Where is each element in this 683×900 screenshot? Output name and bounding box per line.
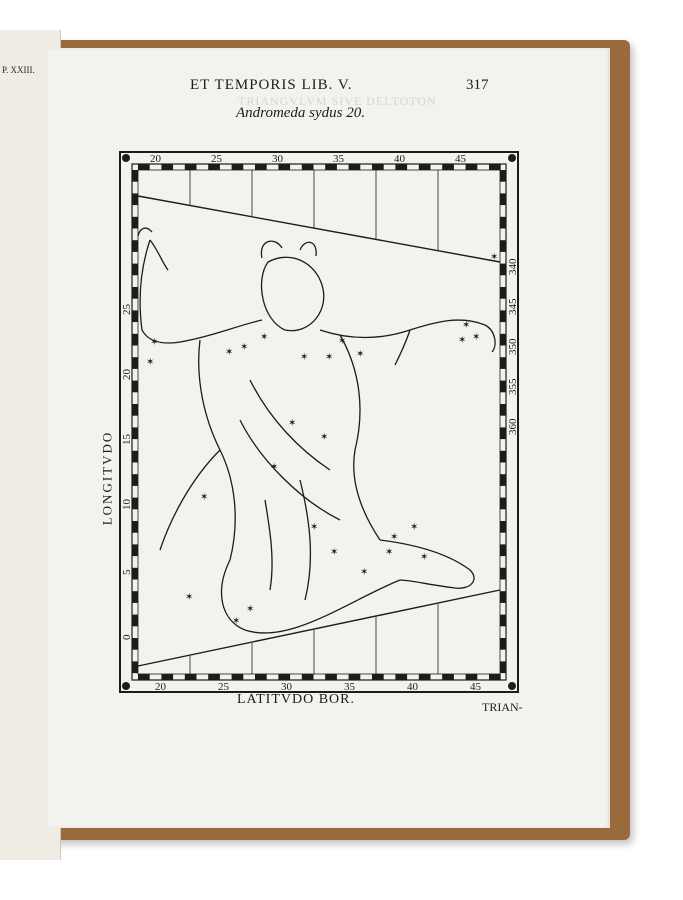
scale-block [132,638,138,650]
scale-block [500,170,506,182]
scale-block [500,264,506,276]
scale-tick-label: 35 [333,153,344,165]
star-mark: ✶ [260,332,269,343]
scale-block [132,193,138,205]
star-mark: ✶ [338,336,347,347]
scale-block [132,240,138,252]
longitude-label: LONGITVDO [99,430,115,526]
scale-block [372,164,384,170]
scale-tick-label: 20 [155,681,166,693]
scale-block [138,674,150,680]
star-mark: ✶ [410,522,419,533]
star-mark: ✶ [356,349,365,360]
scale-block [132,217,138,229]
scale-block [489,164,501,170]
scale-tick-label: 345 [507,298,519,315]
scale-block [500,661,506,673]
scale-tick-label: 30 [281,681,292,693]
star-mark: ✶ [462,320,471,331]
star-mark: ✶ [232,616,241,627]
scale-block [500,334,506,346]
scale-tick-label: 350 [507,338,519,355]
scale-block [132,264,138,276]
scale-block [500,498,506,510]
scale-tick-label: 25 [121,304,133,315]
scale-block [395,164,407,170]
scale-block [161,164,173,170]
running-head: ET TEMPORIS LIB. V. [190,77,353,93]
star-mark: ✶ [310,522,319,533]
bleed-through-text: TRIANGVLVM SIVE DELTOTON [238,94,437,108]
star-mark: ✶ [420,552,429,563]
scale-block [132,521,138,533]
scale-block [466,674,478,680]
scale-block [232,674,244,680]
scale-tick-label: 15 [121,434,133,445]
scale-block [500,521,506,533]
scale-block [325,164,337,170]
scale-tick-label: 25 [211,153,222,165]
star-mark: ✶ [385,547,394,558]
star-mark: ✶ [458,335,467,346]
scale-block [500,217,506,229]
scale-block [500,240,506,252]
star-mark: ✶ [320,432,329,443]
scale-block [132,287,138,299]
scale-block [500,615,506,627]
scale-tick-label: 40 [407,681,418,693]
scale-block [500,310,506,322]
scale-block [255,674,267,680]
corner-ornament [122,154,516,690]
scale-block [161,674,173,680]
scale-block [500,427,506,439]
scale-block [489,674,501,680]
scale-block [349,674,361,680]
scale-block [132,427,138,439]
scale-block [349,164,361,170]
scale-tick-label: 5 [121,569,133,575]
scale-tick-label: 0 [121,634,133,640]
andromeda-figure [138,228,495,633]
scale-block [278,164,290,170]
scale-tick-label: 355 [507,378,519,395]
star-mark: ✶ [490,252,499,263]
star-mark: ✶ [390,532,399,543]
scale-tick-label: 20 [121,369,133,380]
star-mark: ✶ [146,357,155,368]
scale-tick-label: 20 [150,153,161,165]
scale-block [395,674,407,680]
star-mark: ✶ [270,462,279,473]
scale-block [132,451,138,463]
scale-tick-label: 35 [344,681,355,693]
scale-block [132,170,138,182]
scale-block [208,674,220,680]
star-mark: ✶ [150,337,159,348]
scale-block [132,334,138,346]
scale-block [208,164,220,170]
scale-block [500,193,506,205]
scale-tick-label: 40 [394,153,405,165]
star-mark: ✶ [246,604,255,615]
catchword: TRIAN- [482,700,523,714]
scale-block [138,164,150,170]
scale-block [325,674,337,680]
star-mark: ✶ [300,352,309,363]
star-mark: ✶ [240,342,249,353]
scale-block [500,287,506,299]
scale-block [278,674,290,680]
scale-block [132,381,138,393]
star-mark: ✶ [325,352,334,363]
star-mark: ✶ [185,592,194,603]
scale-block [442,674,454,680]
scale-block [419,164,431,170]
scale-block [466,164,478,170]
plate-title: Andromeda sydus 20. [236,105,366,121]
scale-block [442,164,454,170]
star-mark: ✶ [225,347,234,358]
scale-tick-label: 45 [470,681,481,693]
scale-block [132,404,138,416]
left-page-fragment: P. XXIII. [2,65,35,75]
star-mark: ✶ [288,418,297,429]
star-mark: ✶ [360,567,369,578]
scale-block [132,474,138,486]
scale-block [132,591,138,603]
scale-block [500,544,506,556]
scale-block [132,568,138,580]
star-mark: ✶ [330,547,339,558]
scale-tick-label: 45 [455,153,466,165]
scale-block [500,381,506,393]
scale-block [132,357,138,369]
scale-block [500,474,506,486]
scale-block [232,164,244,170]
scale-block [500,638,506,650]
scale-block [500,591,506,603]
scale-block [132,661,138,673]
star-mark: ✶ [200,492,209,503]
scale-tick-label: 10 [121,499,133,510]
scale-tick-label: 30 [272,153,283,165]
star-mark: ✶ [472,332,481,343]
scale-block [185,164,197,170]
scale-block [302,164,314,170]
scale-block [419,674,431,680]
scale-block [132,615,138,627]
scale-block [500,404,506,416]
scale-block [132,310,138,322]
scale-block [500,451,506,463]
scale-tick-label: 340 [507,258,519,275]
scale-block [185,674,197,680]
page-number: 317 [466,77,489,93]
scale-block [372,674,384,680]
latitude-label: LATITVDO BOR. [237,692,355,707]
scale-block [132,544,138,556]
scale-block [500,357,506,369]
scale-block [302,674,314,680]
scale-block [255,164,267,170]
scale-tick-label: 25 [218,681,229,693]
scale-tick-label: 360 [507,418,519,435]
scale-block [132,498,138,510]
scale-block [500,568,506,580]
